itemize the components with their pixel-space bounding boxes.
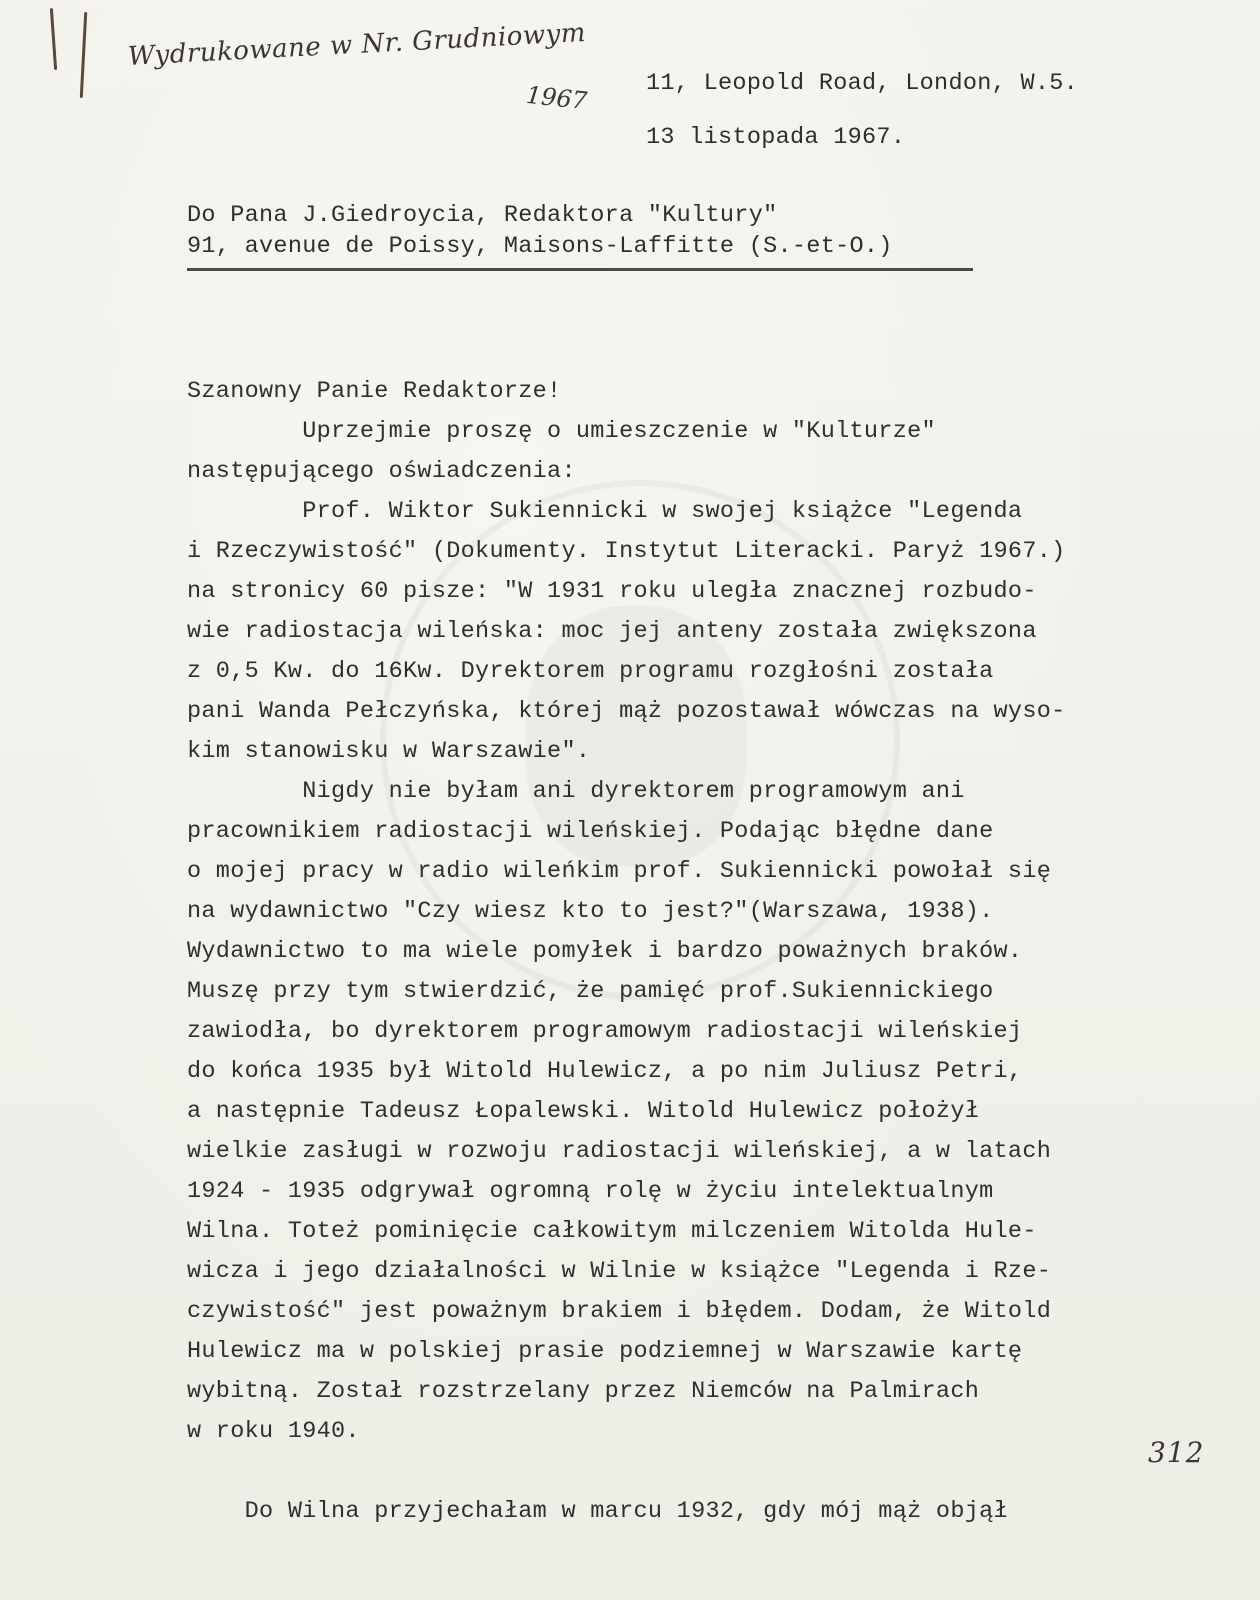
body-line: pracownikiem radiostacji wileńskiej. Podając błędne dane: [187, 818, 994, 845]
letter-date: 13 listopada 1967.: [646, 124, 906, 151]
body-line: Uprzejmie proszę o umieszczenie w "Kulturze": [187, 418, 936, 445]
body-line: z 0,5 Kw. do 16Kw. Dyrektorem programu rozgłośni została: [187, 658, 994, 685]
body-line: czywistość" jest poważnym brakiem i błędem. Dodam, że Witold: [187, 1298, 1052, 1325]
handwritten-publication-note: Wydrukowane w Nr. Grudniowym: [127, 18, 587, 72]
body-line: Hulewicz ma w polskiej prasie podziemnej w Warszawie kartę: [187, 1338, 1023, 1365]
handwritten-year: 1967: [524, 80, 589, 116]
body-line: następującego oświadczenia:: [187, 458, 576, 485]
body-line: i Rzeczywistość" (Dokumenty. Instytut Literacki. Paryż 1967.): [187, 538, 1066, 565]
body-line: Wilna. Toteż pominięcie całkowitym milczeniem Witolda Hule-: [187, 1218, 1037, 1245]
body-line: [187, 1452, 1207, 1492]
body-line: na stronicy 60 pisze: "W 1931 roku uległa znacznej rozbudo-: [187, 578, 1037, 605]
sender-address: 11, Leopold Road, London, W.5.: [646, 70, 1079, 97]
body-line: do końca 1935 był Witold Hulewicz, a po nim Juliusz Petri,: [187, 1058, 1023, 1085]
body-line: Wydawnictwo to ma wiele pomyłek i bardzo poważnych braków.: [187, 938, 1023, 965]
recipient-line-1: Do Pana J.Giedroycia, Redaktora "Kultury": [187, 202, 778, 229]
body-line: zawiodła, bo dyrektorem programowym radiostacji wileńskiej: [187, 1018, 1023, 1045]
body-line: Prof. Wiktor Sukiennicki w swojej książce "Legenda: [187, 498, 1023, 525]
recipient-line-2: 91, avenue de Poissy, Maisons-Laffitte (S.-et-O.): [187, 233, 893, 260]
body-line: wielkie zasługi w rozwoju radiostacji wileńskiej, a w latach: [187, 1138, 1052, 1165]
body-line: Do Wilna przyjechałam w marcu 1932, gdy mój mąż objął: [187, 1498, 1008, 1525]
margin-ink-marks: [48, 8, 94, 98]
body-line: wie radiostacja wileńska: moc jej anteny została zwiększona: [187, 618, 1037, 645]
body-line: o mojej pracy w radio wileńkim prof. Sukiennicki powołał się: [187, 858, 1052, 885]
body-line: na wydawnictwo "Czy wiesz kto to jest?"(Warszawa, 1938).: [187, 898, 994, 925]
body-line: wicza i jego działalności w Wilnie w książce "Legenda i Rze-: [187, 1258, 1052, 1285]
recipient-underline: [187, 268, 973, 271]
body-line: pani Wanda Pełczyńska, której mąż pozostawał wówczas na wyso-: [187, 698, 1066, 725]
body-line: wybitną. Został rozstrzelany przez Niemców na Palmirach: [187, 1378, 980, 1405]
body-line: Szanowny Panie Redaktorze!: [187, 378, 562, 405]
body-line: w roku 1940.: [187, 1418, 360, 1445]
letter-body: [187, 372, 1207, 1532]
body-line: kim stanowisku w Warszawie".: [187, 738, 591, 765]
handwritten-page-number: 312: [1148, 1436, 1205, 1469]
body-line: Muszę przy tym stwierdzić, że pamięć prof.Sukiennickiego: [187, 978, 994, 1005]
body-line: a następnie Tadeusz Łopalewski. Witold Hulewicz położył: [187, 1098, 980, 1125]
body-line: Nigdy nie byłam ani dyrektorem programowym ani: [187, 778, 965, 805]
body-line: 1924 - 1935 odgrywał ogromną rolę w życiu intelektualnym: [187, 1178, 994, 1205]
